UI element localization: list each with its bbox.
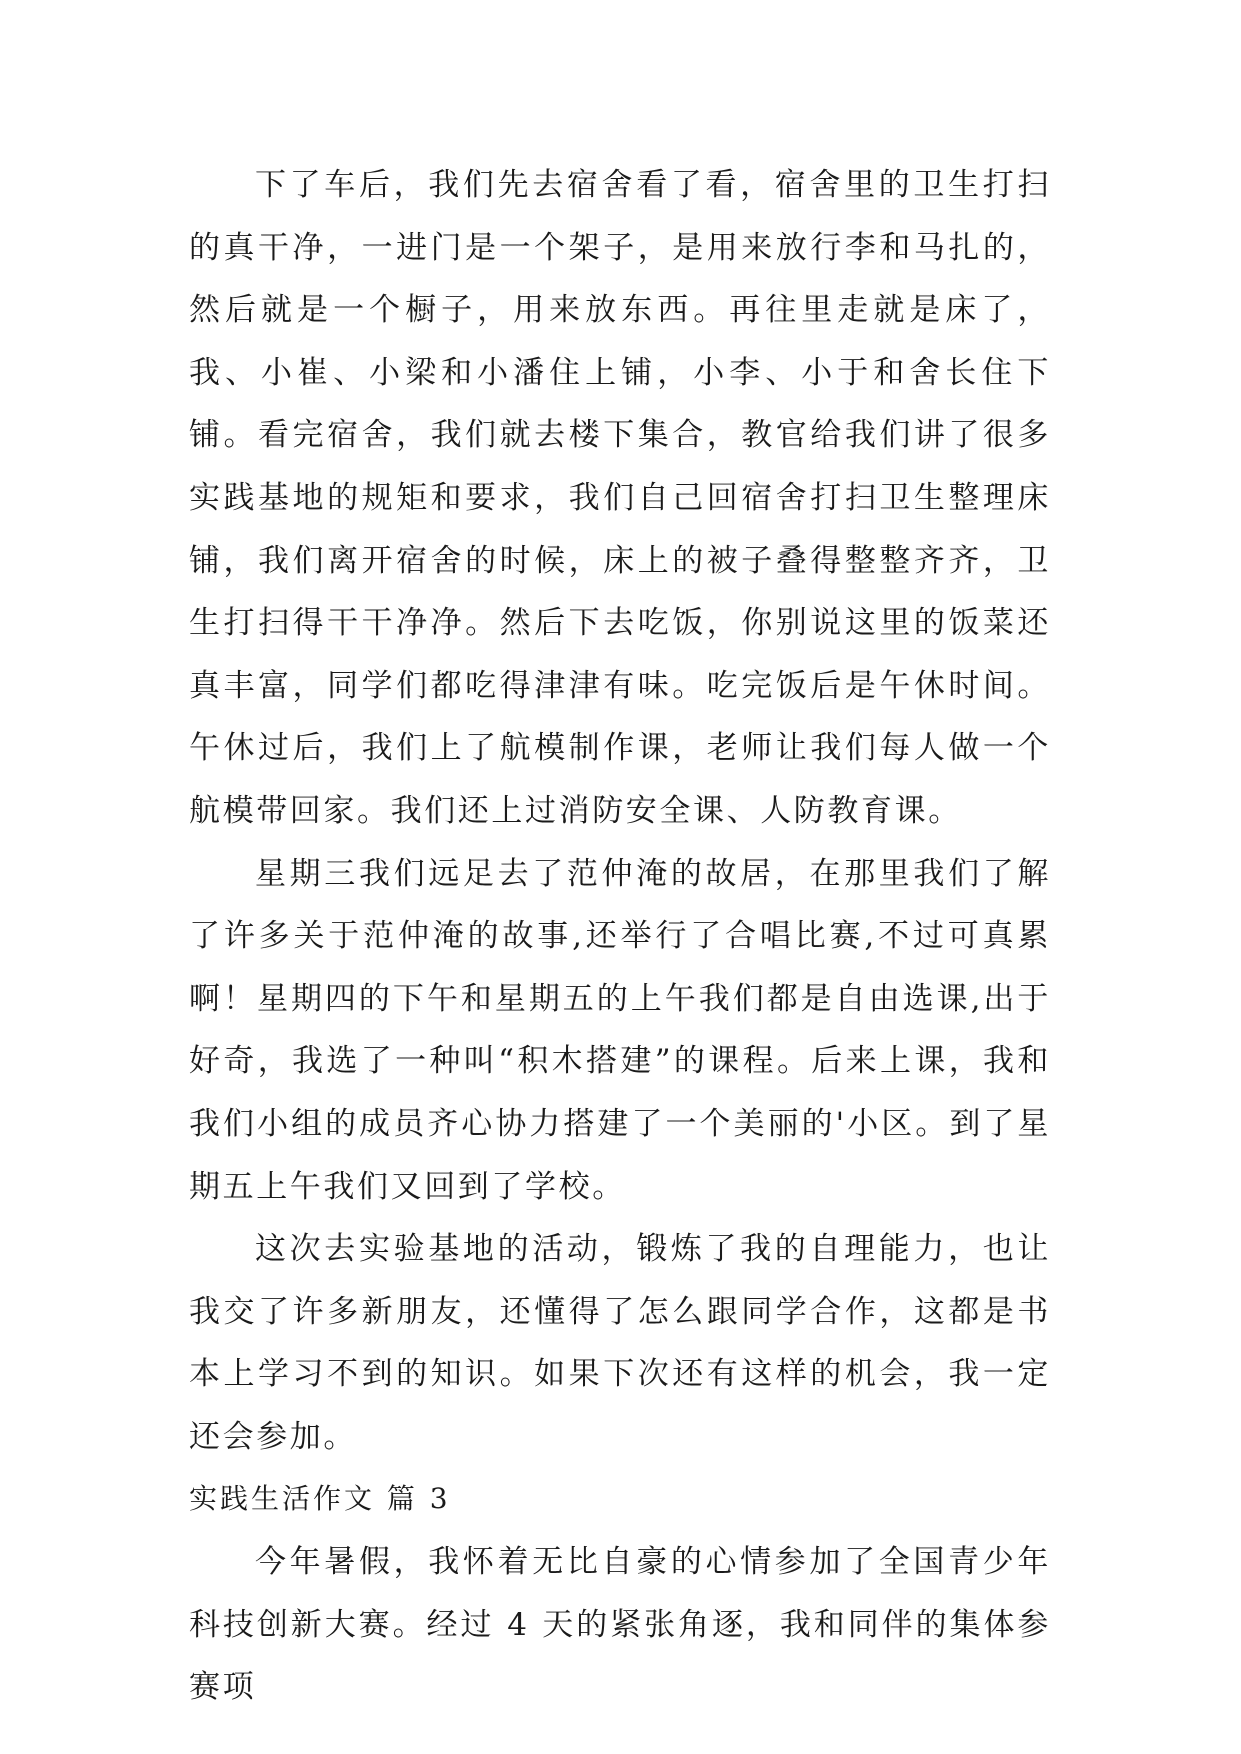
- paragraph-excursion: 星期三我们远足去了范仲淹的故居，在那里我们了解了许多关于范仲淹的故事,还举行了合唱比赛,不过可真累啊！星期四的下午和星期五的上午我们都是自由选课,出于好奇，我选了一种叫“积木搭建”的课程。后来上课，我和我们小组的成员齐心协力搭建了一个美丽的'小区。到了星期五上午我们又回到了学校。: [189, 855, 1051, 1205]
- section-heading: 实践生活作文 篇 3: [189, 1482, 451, 1516]
- paragraph-reflection: 这次去实验基地的活动，锻炼了我的自理能力，也让我交了许多新朋友，还懂得了怎么跟同学合作，这都是书本上学习不到的知识。如果下次还有这样的机会，我一定还会参加。: [189, 1231, 1051, 1455]
- paragraph-dormitory: 下了车后，我们先去宿舍看了看，宿舍里的卫生打扫的真干净，一进门是一个架子，是用来放行李和马扎的，然后就是一个橱子，用来放东西。再往里走就是床了，我、小崔、小梁和小潘住上铺，小李、小于和舍长住下铺。看完宿舍，我们就去楼下集合，教官给我们讲了很多实践基地的规矩和要求，我们自己回宿舍打扫卫生整理床铺，我们离开宿舍的时候，床上的被子叠得整整齐齐，卫生打扫得干干净净。然后下去吃饭，你别说这里的饭菜还真丰富，同学们都吃得津津有味。吃完饭后是午休时间。午休过后，我们上了航模制作课，老师让我们每人做一个航模带回家。我们还上过消防安全课、人防教育课。: [189, 167, 1051, 829]
- paragraph-summer-contest: 今年暑假，我怀着无比自豪的心情参加了全国青少年科技创新大赛。经过 4 天的紧张角逐，我和同伴的集体参赛项: [189, 1544, 1051, 1706]
- document-body: [189, 154, 1051, 1719]
